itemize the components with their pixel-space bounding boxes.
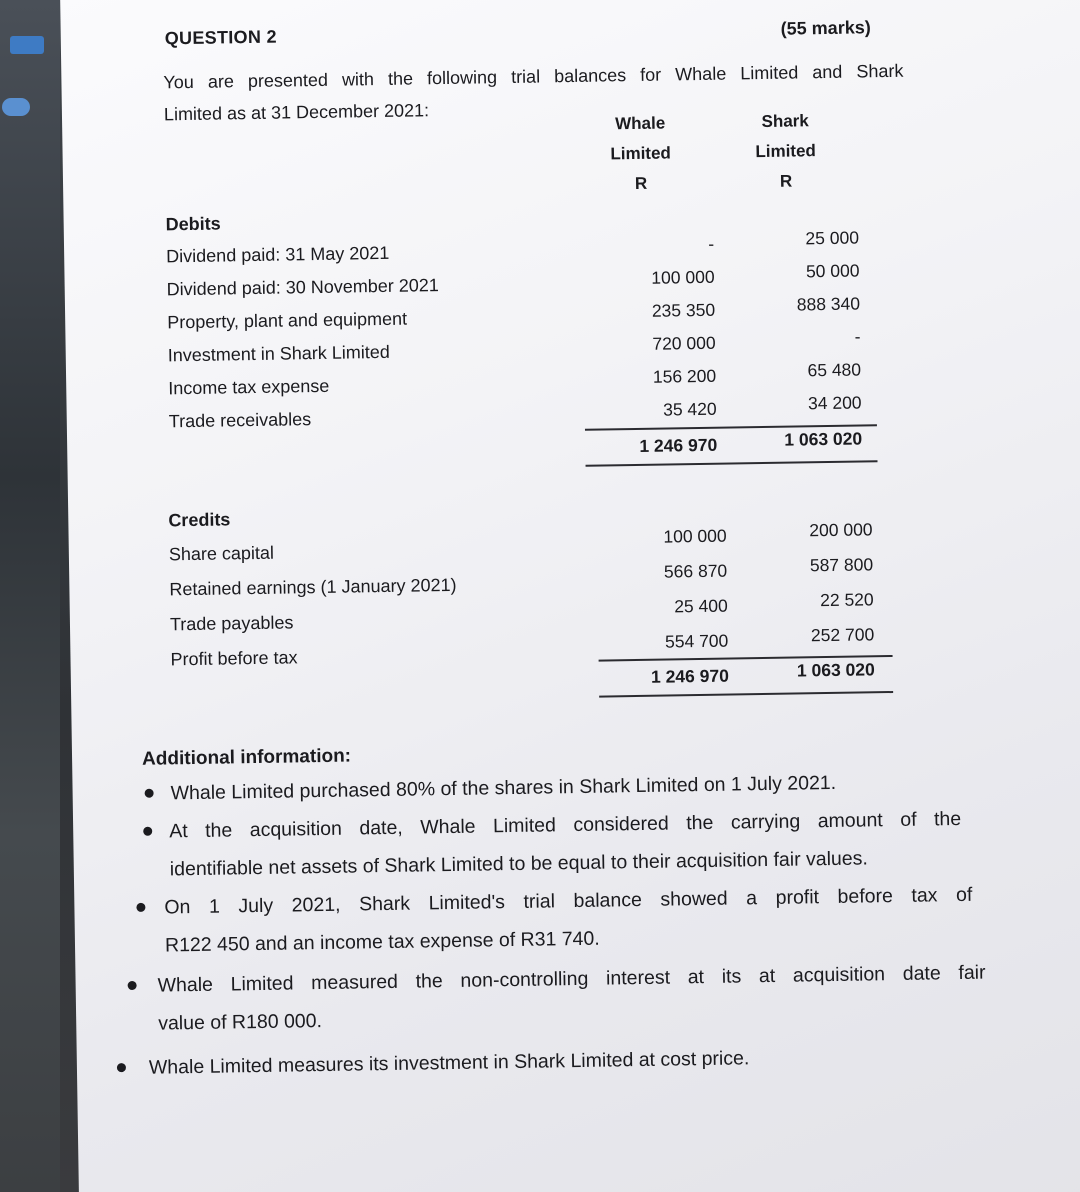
- row-label: Dividend paid: 31 May 2021: [166, 242, 390, 267]
- row-label: Income tax expense: [168, 375, 330, 399]
- shark-column-header: [730, 106, 841, 198]
- shark-value: 65 480: [807, 359, 862, 381]
- total-rule: [586, 460, 878, 467]
- row-label: Profit before tax: [170, 647, 298, 670]
- whale-value: 100 000: [663, 525, 727, 547]
- whale-value: 35 420: [662, 398, 717, 420]
- shark-value: 34 200: [807, 392, 862, 414]
- row-label: Retained earnings (1 January 2021): [169, 574, 457, 600]
- shark-value: 252 700: [810, 624, 875, 646]
- column-header-line: Limited: [610, 143, 672, 164]
- whale-column-header: [585, 108, 696, 200]
- column-header-line: Shark: [761, 111, 809, 131]
- shark-value: 25 000: [805, 227, 860, 249]
- currency-label: R: [779, 171, 793, 191]
- info-bullet: [157, 954, 986, 1043]
- exam-page: [60, 0, 1080, 1192]
- question-marks: (55 marks): [780, 17, 871, 39]
- whale-value: 720 000: [652, 332, 716, 354]
- row-label: Investment in Shark Limited: [167, 341, 390, 366]
- column-header-line: Whale: [614, 113, 666, 134]
- shark-value: 50 000: [805, 260, 860, 282]
- row-label: Share capital: [168, 542, 275, 565]
- debits-heading: Debits: [165, 213, 221, 235]
- row-label: Trade payables: [169, 612, 294, 635]
- row-label: Property, plant and equipment: [167, 308, 408, 333]
- bullet-icon: [145, 789, 154, 798]
- info-line: At the acquisition date, Whale Limited considered the carrying amount of the: [169, 807, 962, 843]
- info-bullet: [164, 876, 973, 965]
- whale-value: 566 870: [663, 560, 728, 582]
- bullet-icon: [136, 903, 145, 912]
- whale-credits-total: 1 246 970: [650, 665, 730, 687]
- question-title: QUESTION 2: [164, 26, 277, 49]
- additional-info-heading: Additional information:: [141, 745, 352, 770]
- info-bullet: [149, 1036, 949, 1087]
- background-tab-shape: [2, 98, 30, 116]
- credits-heading: Credits: [168, 509, 231, 531]
- info-line: identifiable net assets of Shark Limited to be equal to their acquisition fair values.: [169, 847, 868, 881]
- total-rule: [599, 691, 893, 698]
- whale-debits-total: 1 246 970: [639, 434, 718, 456]
- column-header-line: Limited: [755, 141, 816, 162]
- info-line: value of R180 000.: [158, 1010, 323, 1035]
- whale-value: 156 200: [652, 365, 717, 387]
- shark-debits-total: 1 063 020: [784, 428, 863, 450]
- background-tab-shape: [10, 36, 44, 54]
- bullet-icon: [117, 1063, 126, 1072]
- bullet-icon: [143, 827, 152, 836]
- shark-value: 888 340: [796, 293, 861, 315]
- background-screen-edge: [0, 0, 60, 1192]
- info-line: Whale Limited measures its investment in Shark Limited at cost price.: [148, 1047, 750, 1079]
- shark-value: 200 000: [809, 519, 873, 541]
- info-bullet: [169, 800, 962, 888]
- currency-label: R: [634, 173, 648, 193]
- shark-credits-total: 1 063 020: [796, 659, 875, 681]
- whale-value: 235 350: [651, 299, 716, 321]
- bullet-icon: [128, 981, 137, 990]
- shark-value: -: [854, 326, 861, 347]
- whale-value: 554 700: [664, 630, 729, 652]
- info-line: On 1 July 2021, Shark Limited's trial balance showed a profit before tax of: [164, 883, 973, 919]
- row-label: Trade receivables: [168, 409, 312, 432]
- intro-line: Limited as at 31 December 2021:: [163, 100, 430, 125]
- whale-value: 100 000: [651, 266, 715, 288]
- info-line: Whale Limited measured the non-controlling interest at its at acquisition date fair: [157, 961, 986, 997]
- row-label: Dividend paid: 30 November 2021: [166, 275, 440, 300]
- shark-value: 22 520: [819, 589, 874, 611]
- shark-value: 587 800: [809, 554, 874, 576]
- info-line: Whale Limited purchased 80% of the shares in Shark Limited on 1 July 2021.: [170, 771, 837, 805]
- whale-value: -: [708, 233, 715, 254]
- info-line: R122 450 and an income tax expense of R31 740.: [164, 927, 600, 957]
- intro-line: You are presented with the following trial balances for Whale Limited and Shark: [163, 60, 904, 93]
- whale-value: 25 400: [674, 595, 728, 617]
